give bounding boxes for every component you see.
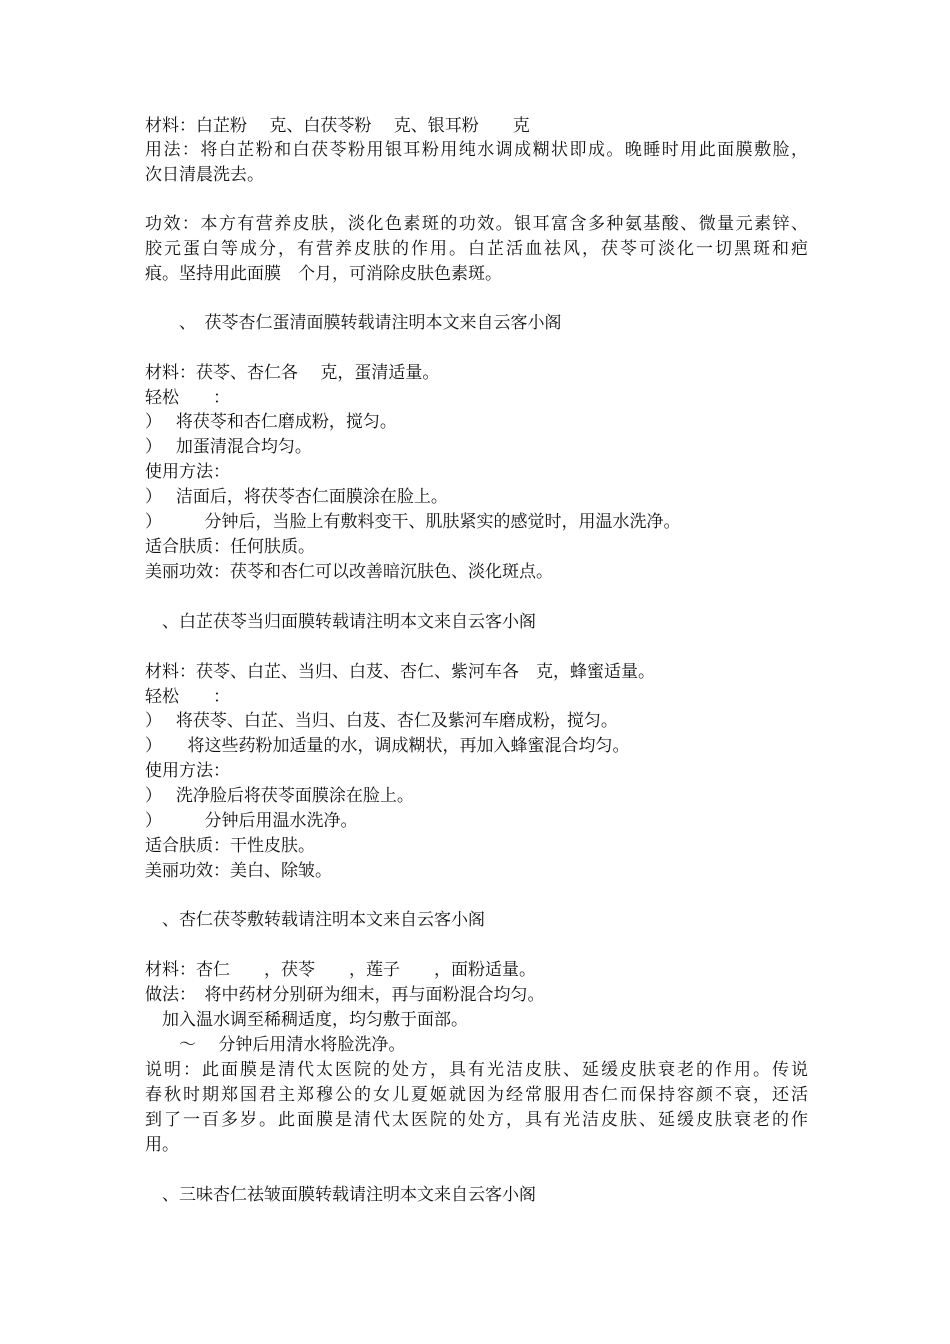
text-line: ） 洁面后，将茯苓杏仁面膜涂在脸上。 [145,487,448,507]
section-heading: 、 茯苓杏仁蛋清面膜转载请注明本文来自云客小阁 [145,313,562,333]
text-line: ） 将茯苓、白芷、当归、白芨、杏仁及紫河车磨成粉，搅匀。 [145,711,618,731]
text-line: 轻松 ： [145,388,230,408]
text-line: 美丽功效：美白、除皱。 [145,861,332,881]
text-line: 材料：茯苓、杏仁各 克，蛋清适量。 [145,363,440,383]
text-line: 做法： 将中药材分别研为细末，再与面粉混合均匀。 [145,985,545,1005]
text-line: 使用方法： [145,761,230,781]
text-line: 说明：此面膜是清代太医院的处方，具有光洁皮肤、延缓皮肤衰老的作用。传说 [145,1060,808,1080]
text-line: 痕。坚持用此面膜 个月，可消除皮肤色素斑。 [145,264,502,284]
text-line: 适合肤质：干性皮肤。 [145,836,315,856]
text-line: ） 加蛋清混合均匀。 [145,437,312,457]
text-line: 春秋时期郑国君主郑穆公的女儿夏姬就因为经常服用杏仁而保持容颜不衰，还活 [145,1085,808,1105]
text-line: 功效：本方有营养皮肤，淡化色素斑的功效。银耳富含多种氨基酸、微量元素锌、 [145,214,808,234]
section-heading: 、白芷茯苓当归面膜转载请注明本文来自云客小阁 [145,612,536,632]
text-line: ） 将茯苓和杏仁磨成粉，搅匀。 [145,412,397,432]
text-line: 用法：将白芷粉和白茯苓粉用银耳粉用纯水调成糊状即成。晚睡时用此面膜敷脸， [145,140,808,160]
text-line: 材料：杏仁 ，茯苓 ，莲子 ，面粉适量。 [145,960,536,980]
text-line: ～ 分钟后用清水将脸洗净。 [145,1035,406,1055]
text-line: ） 将这些药粉加适量的水，调成糊状，再加入蜂蜜混合均匀。 [145,736,630,756]
text-line: 材料：白芷粉 克、白茯苓粉 克、银耳粉 克 [145,116,530,136]
text-line: 胶元蛋白等成分，有营养皮肤的作用。白芷活血祛风，茯苓可淡化一切黑斑和疤 [145,239,808,259]
text-line: 用。 [145,1135,179,1155]
section-heading: 、三味杏仁祛皱面膜转载请注明本文来自云客小阁 [145,1185,536,1205]
text-line: 使用方法： [145,462,230,482]
text-line: 到了一百多岁。此面膜是清代太医院的处方，具有光洁皮肤、延缓皮肤衰老的作 [145,1110,808,1130]
text-line: 材料：茯苓、白芷、当归、白芨、杏仁、紫河车各 克，蜂蜜适量。 [145,662,655,682]
text-line: ） 分钟后，当脸上有敷料变干、肌肤紧实的感觉时，用温水洗净。 [145,512,681,532]
text-line: ） 分钟后用温水洗净。 [145,811,358,831]
text-line: 加入温水调至稀稠适度，均匀敷于面部。 [145,1010,468,1030]
text-line: 美丽功效：茯苓和杏仁可以改善暗沉肤色、淡化斑点。 [145,562,553,582]
text-line: 次日清晨洗去。 [145,165,264,185]
text-line: ） 洗净脸后将茯苓面膜涂在脸上。 [145,786,414,806]
text-line: 适合肤质：任何肤质。 [145,537,315,557]
section-heading: 、杏仁茯苓敷转载请注明本文来自云客小阁 [145,910,485,930]
text-line: 轻松 ： [145,687,230,707]
